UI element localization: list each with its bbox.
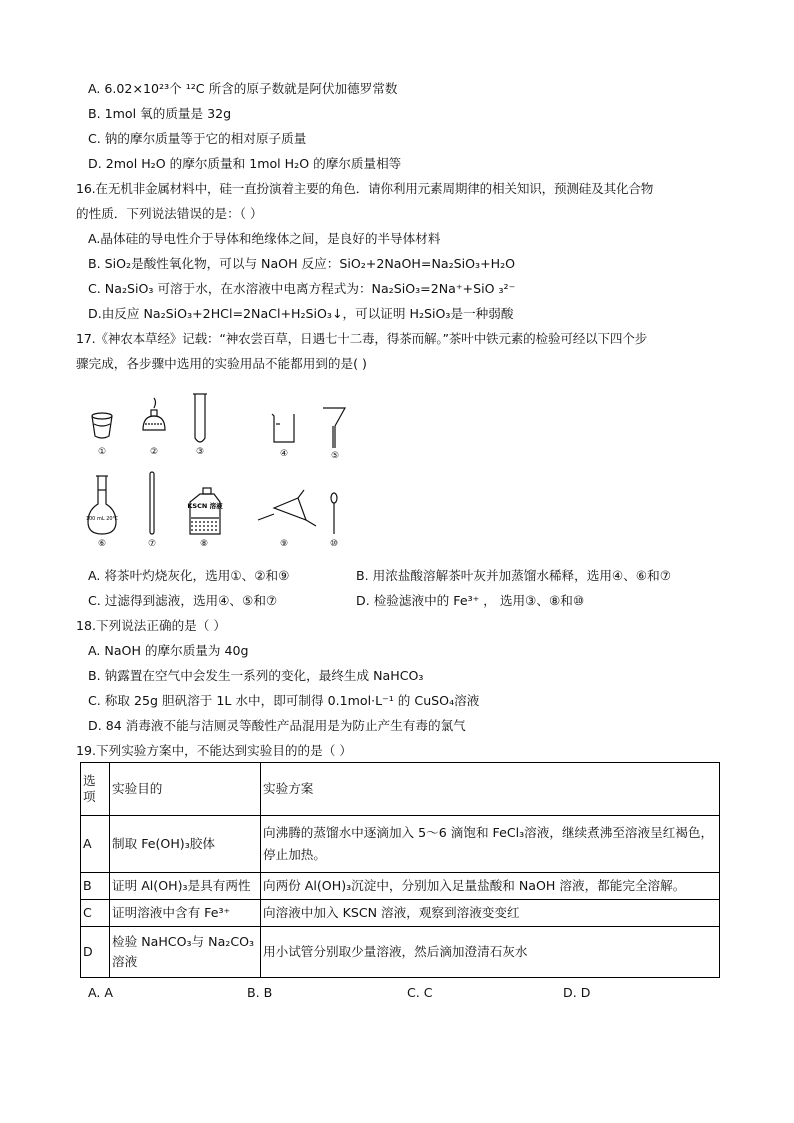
table-row [81, 900, 720, 927]
q17-stem-line2: 骤完成，各步骤中选用的实验用品不能都用到的是( ) [76, 356, 367, 371]
q18-option-a: A. NaOH 的摩尔质量为 40g [88, 643, 249, 658]
apparatus-label: ⑥ [97, 539, 107, 549]
row-plan: 用小试管分别取少量溶液，然后滴加澄清石灰水 [261, 927, 720, 978]
apparatus-label: ② [149, 447, 159, 457]
volumetric-flask-icon [88, 476, 116, 534]
q18-option-c: C. 称取 25g 胆矾溶于 1L 水中，即可制得 0.1mol·L⁻¹ 的 CuSO₄溶液 [88, 693, 480, 708]
q16-stem-line2: 的性质．下列说法错误的是：（ ） [76, 206, 263, 221]
q15-option-c: C. 钠的摩尔质量等于它的相对原子质量 [88, 131, 307, 146]
q16-option-b: B. SiO₂是酸性氧化物，可以与 NaOH 反应：SiO₂+2NaOH=Na₂SiO₃+H₂O [88, 256, 516, 271]
q17-option-c: C. 过滤得到滤液，选用④、⑤和⑦ [88, 593, 278, 608]
table-header-row [81, 763, 720, 816]
dropper-icon [331, 493, 337, 534]
row-purpose: 检验 NaHCO₃与 Na₂CO₃溶液 [110, 927, 261, 978]
row-option: C [81, 900, 110, 927]
q19-answer-a: A. A [88, 985, 114, 1000]
header-cell-option: 选项 [81, 763, 110, 816]
q15-option-a: A. 6.02×10²³个 ¹²C 所含的原子数就是阿伏加德罗常数 [88, 81, 398, 96]
apparatus-label: ⑦ [147, 539, 157, 549]
q18-option-d: D. 84 消毒液不能与洁厕灵等酸性产品混用是为防止产生有毒的氯气 [88, 718, 466, 733]
q19-stem: 19.下列实验方案中，不能达到实验目的的是（ ） [76, 743, 352, 758]
q16-option-a: A.晶体硅的导电性介于导体和绝缘体之间，是良好的半导体材料 [88, 231, 441, 246]
row-option: A [81, 816, 110, 873]
funnel-icon [323, 408, 345, 448]
q16-option-d: D.由反应 Na₂SiO₃+2HCl=2NaCl+H₂SiO₃↓，可以证明 H₂SiO₃是一种弱酸 [88, 306, 514, 321]
q17-option-a: A. 将茶叶灼烧灰化，选用①、②和⑨ [88, 568, 290, 583]
row-plan: 向两份 Al(OH)₃沉淀中，分别加入足量盐酸和 NaOH 溶液，都能完全溶解。 [261, 873, 720, 900]
apparatus-label: ⑨ [279, 539, 289, 549]
lab-apparatus-figure [76, 386, 376, 556]
apparatus-label: ⑧ [199, 539, 209, 549]
header-cell-plan: 实验方案 [261, 763, 720, 816]
apparatus-label: ④ [279, 449, 289, 459]
reagent-bottle-icon [190, 488, 220, 534]
apparatus-label: ① [97, 447, 107, 457]
q19-answer-c: C. C [407, 985, 433, 1000]
beaker-icon [272, 414, 294, 442]
q18-stem: 18.下列说法正确的是（ ） [76, 618, 226, 633]
experiment-table [80, 762, 720, 978]
q16-stem-line1: 16.在无机非金属材料中，硅一直扮演着主要的角色．请你利用元素周期律的相关知识，预测硅及其化合物 [76, 181, 654, 196]
row-purpose: 制取 Fe(OH)₃胶体 [110, 816, 261, 873]
q17-option-b: B. 用浓盐酸溶解茶叶灰并加蒸馏水稀释，选用④、⑥和⑦ [356, 568, 671, 583]
q16-option-c: C. Na₂SiO₃ 可溶于水，在水溶液中电离方程式为：Na₂SiO₃=2Na⁺+SiO ₃²⁻ [88, 281, 516, 296]
q17-option-d: D. 检验滤液中的 Fe³⁺ ， 选用③、⑧和⑩ [356, 593, 585, 608]
row-plan: 向沸腾的蒸馏水中逐滴加入 5～6 滴饱和 FeCl₃溶液，继续煮沸至溶液呈红褐色，停止加热。 [261, 816, 720, 873]
q15-option-d: D. 2mol H₂O 的摩尔质量和 1mol H₂O 的摩尔质量相等 [88, 156, 402, 171]
table-row [81, 873, 720, 900]
clay-triangle-icon [258, 490, 316, 526]
q18-option-b: B. 钠露置在空气中会发生一系列的变化，最终生成 NaHCO₃ [88, 668, 424, 683]
apparatus-label: ⑤ [330, 451, 340, 461]
bottle-label: KSCN 溶液 [187, 502, 223, 510]
row-option: B [81, 873, 110, 900]
q17-stem-line1: 17.《神农本草经》记载：“神农尝百草，日遇七十二毒，得茶而解。”茶叶中铁元素的检验可经以下四个步 [76, 331, 648, 346]
q19-answer-d: D. D [563, 985, 591, 1000]
row-purpose: 证明溶液中含有 Fe³⁺ [110, 900, 261, 927]
row-plan: 向溶液中加入 KSCN 溶液，观察到溶液变变红 [261, 900, 720, 927]
test-tube-icon [193, 394, 207, 442]
flask-marking: 100 mL 20℃ [85, 516, 119, 522]
row-option: D [81, 927, 110, 978]
apparatus-label: ③ [195, 447, 205, 457]
alcohol-lamp-icon [143, 398, 165, 430]
crucible-icon [92, 413, 112, 438]
apparatus-label: ⑩ [329, 539, 339, 549]
table-row [81, 927, 720, 978]
table-row [81, 816, 720, 873]
header-cell-purpose: 实验目的 [110, 763, 261, 816]
q19-answer-b: B. B [247, 985, 273, 1000]
row-purpose: 证明 Al(OH)₃是具有两性 [110, 873, 261, 900]
glass-rod-icon [150, 472, 154, 534]
q15-option-b: B. 1mol 氧的质量是 32g [88, 106, 232, 121]
